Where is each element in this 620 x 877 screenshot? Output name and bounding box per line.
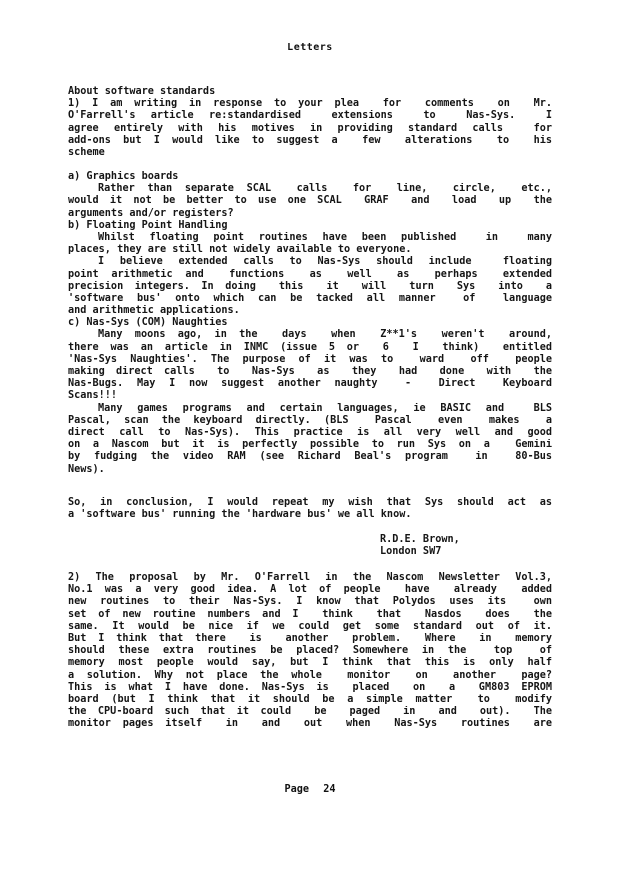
section-heading: b) Floating Point Handling: [68, 219, 228, 231]
signature-location: London SW7: [380, 546, 442, 558]
text-line: Pascal, scan the keyboard directly. (BLS Pascal even makes a: [68, 414, 552, 426]
text-line: 'Nas-Sys Naughties'. The purpose of it was to ward off people: [68, 353, 552, 365]
text-line: on a Nascom but it is perfectly possible to run Sys on a Gemini: [68, 439, 552, 451]
page-footer: [0, 784, 620, 795]
text-line: add-ons but I would like to suggest a few alterations to his: [68, 134, 552, 146]
text-line: Many games programs and certain languages, ie BASIC and BLS: [98, 402, 552, 414]
text-line: making direct calls to Nas-Sys as they had done with the: [68, 366, 552, 377]
text-line: agree entirely with his motives in providing standard calls for: [68, 122, 552, 134]
text-line: 'software bus' onto which can be tacked all manner of language: [68, 292, 552, 304]
letter-2: [68, 572, 552, 730]
text-line: This is what I have done. Nas-Sys is placed on a GM803 EPROM: [68, 681, 552, 693]
text-line: monitor pages itself in and out when Nas-Sys routines are: [68, 718, 552, 730]
text-line: should these extra routines be placed? Somewhere in the top of: [68, 645, 552, 657]
text-line: direct call to Nas-Sys). This practice is all very well and good: [68, 426, 552, 438]
text-line: new routines to their Nas-Sys. I know that Polydos uses its own: [68, 596, 552, 608]
text-line: No.1 was a very good idea. A lot of people have already added: [68, 584, 552, 596]
text-line: Rather than separate SCAL calls for line, circle, etc.,: [98, 183, 552, 195]
section-graphics-boards: [68, 171, 552, 476]
text-line: set of new routine numbers and I think that Nasdos does the: [68, 608, 552, 620]
letter-1-conclusion: [68, 497, 552, 521]
text-line: 2) The proposal by Mr. O'Farrell in the Nascom Newsletter Vol.3,: [68, 572, 552, 583]
section-heading: a) Graphics boards: [68, 171, 179, 182]
text-line: O'Farrell's article re:standardised extensions to Nas-Sys. I: [68, 110, 552, 122]
text-line: Whilst floating point routines have been published in many: [98, 231, 552, 243]
text-line: scheme: [68, 146, 105, 158]
text-line: Nas-Bugs. May I now suggest another naughty - Direct Keyboard: [68, 378, 552, 390]
text-line: memory most people would say, but I think that this is only half: [68, 657, 552, 669]
text-line: Many moons ago, in the days when Z**1's weren't around,: [98, 329, 552, 341]
text-line: by fudging the video RAM (see Richard Beal's program in 80-Bus: [68, 451, 552, 463]
text-line: point arithmetic and functions as well as perhaps extended: [68, 268, 552, 280]
text-line: arguments and/or registers?: [68, 207, 234, 219]
text-line: board (but I think that it should be a simple matter to modify: [68, 693, 552, 705]
text-line: 1) I am writing in response to your plea for comments on Mr.: [68, 98, 552, 110]
text-line: precision integers. In doing this it will turn Sys into a: [68, 280, 552, 292]
text-line: a solution. Why not place the whole monitor on another page?: [68, 669, 552, 681]
signature: [380, 534, 460, 559]
text-line: there was an article in INMC (issue 5 or 6 I think) entitled: [68, 341, 552, 353]
page-number: 24: [323, 784, 336, 795]
text-line: News).: [68, 463, 105, 475]
text-line: would it not be better to use one SCAL GRAF and load up the: [68, 195, 552, 207]
text-line: I believe extended calls to Nas-Sys should include floating: [98, 256, 552, 268]
text-line: a 'software bus' running the 'hardware bus' we all know.: [68, 509, 412, 521]
page-label: Page: [284, 784, 310, 795]
text-line: So, in conclusion, I would repeat my wish that Sys should act as: [68, 497, 552, 508]
text-line: places, they are still not widely available to everyone.: [68, 244, 412, 256]
section-heading: c) Nas-Sys (COM) Naughties: [68, 317, 228, 329]
page-title: Letters: [287, 42, 333, 53]
text-line: But I think that there is another problem. Where in memory: [68, 632, 552, 644]
letter-1-intro: [68, 86, 552, 159]
text-line: Scans!!!: [68, 390, 118, 402]
signature-name: R.D.E. Brown,: [380, 534, 460, 545]
text-line: the CPU-board such that it could be paged in and out). The: [68, 706, 552, 718]
text-line: same. It would be nice if we could get some standard out of it.: [68, 620, 552, 632]
text-line: and arithmetic applications.: [68, 305, 240, 317]
letter-heading: About software standards: [68, 86, 216, 97]
